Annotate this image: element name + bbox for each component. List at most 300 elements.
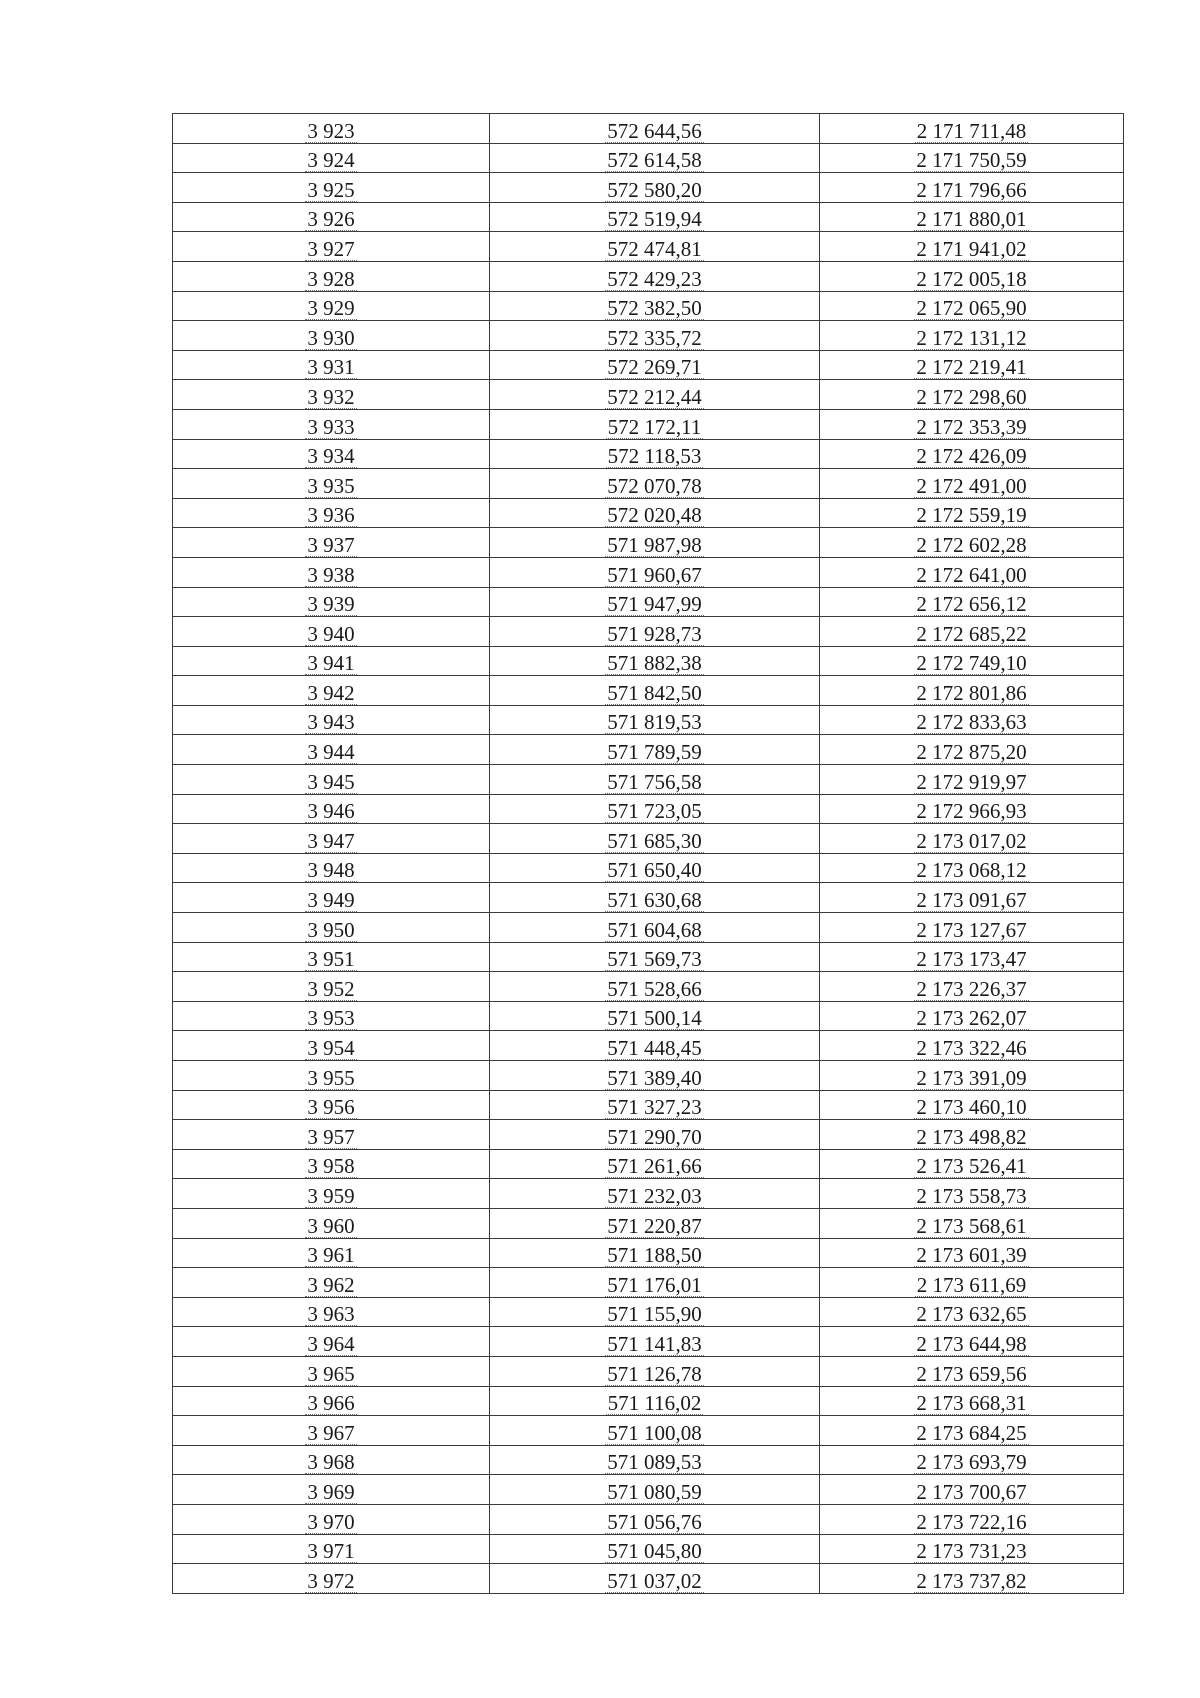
x-coordinate-cell (490, 824, 820, 854)
point-number-cell (173, 1238, 490, 1268)
y-coordinate-cell (820, 528, 1124, 558)
y-coordinate-cell (820, 114, 1124, 144)
point-number-cell (173, 498, 490, 528)
point-number-cell (173, 202, 490, 232)
table-row (173, 380, 1124, 410)
point-number-cell (173, 232, 490, 262)
cell-value: 2 173 460,10 (916, 1095, 1027, 1120)
x-coordinate-cell (490, 321, 820, 351)
table-row (173, 1120, 1124, 1150)
y-coordinate-cell (820, 676, 1124, 706)
cell-value: 3 947 (307, 828, 355, 853)
cell-value: 2 173 700,67 (916, 1479, 1027, 1504)
cell-value: 3 957 (307, 1124, 355, 1149)
point-number-cell (173, 439, 490, 469)
point-number-cell (173, 1356, 490, 1386)
point-number-cell (173, 617, 490, 647)
cell-value: 3 936 (307, 503, 355, 528)
x-coordinate-cell (490, 705, 820, 735)
cell-value: 571 141,83 (607, 1331, 702, 1356)
cell-value: 572 429,23 (607, 266, 702, 291)
cell-value: 571 789,59 (607, 740, 702, 765)
cell-value: 571 569,73 (607, 947, 702, 972)
x-coordinate-cell (490, 794, 820, 824)
cell-value: 571 960,67 (607, 562, 702, 587)
point-number-cell (173, 1001, 490, 1031)
y-coordinate-cell (820, 735, 1124, 765)
cell-value: 3 939 (307, 592, 355, 617)
cell-value: 2 173 068,12 (916, 858, 1027, 883)
cell-value: 571 528,66 (607, 976, 702, 1001)
cell-value: 2 173 722,16 (916, 1509, 1027, 1534)
y-coordinate-cell (820, 1001, 1124, 1031)
x-coordinate-cell (490, 765, 820, 795)
x-coordinate-cell (490, 1534, 820, 1564)
cell-value: 571 089,53 (607, 1450, 702, 1475)
cell-value: 2 171 880,01 (916, 207, 1027, 232)
cell-value: 3 950 (307, 917, 355, 942)
cell-value: 571 037,02 (607, 1568, 702, 1593)
x-coordinate-cell (490, 972, 820, 1002)
cell-value: 3 940 (307, 621, 355, 646)
y-coordinate-cell (820, 646, 1124, 676)
cell-value: 572 070,78 (607, 473, 702, 498)
cell-value: 571 261,66 (607, 1154, 702, 1179)
cell-value: 3 924 (307, 148, 355, 173)
cell-value: 571 188,50 (607, 1243, 702, 1268)
x-coordinate-cell (490, 1149, 820, 1179)
cell-value: 2 173 091,67 (916, 888, 1027, 913)
y-coordinate-cell (820, 557, 1124, 587)
cell-value: 3 958 (307, 1154, 355, 1179)
cell-value: 3 931 (307, 355, 355, 380)
cell-value: 2 173 644,98 (916, 1331, 1027, 1356)
point-number-cell (173, 735, 490, 765)
cell-value: 2 171 750,59 (916, 148, 1027, 173)
point-number-cell (173, 143, 490, 173)
x-coordinate-cell (490, 1031, 820, 1061)
x-coordinate-cell (490, 232, 820, 262)
cell-value: 2 172 656,12 (916, 592, 1027, 617)
table-row (173, 232, 1124, 262)
point-number-cell (173, 1208, 490, 1238)
table-row (173, 1297, 1124, 1327)
cell-value: 3 965 (307, 1361, 355, 1386)
y-coordinate-cell (820, 1327, 1124, 1357)
point-number-cell (173, 646, 490, 676)
table-row (173, 1386, 1124, 1416)
table-row (173, 528, 1124, 558)
x-coordinate-cell (490, 1416, 820, 1446)
cell-value: 3 964 (307, 1331, 355, 1356)
table-row (173, 1475, 1124, 1505)
cell-value: 2 172 875,20 (916, 740, 1027, 765)
cell-value: 3 962 (307, 1272, 355, 1297)
point-number-cell (173, 173, 490, 203)
cell-value: 2 173 391,09 (916, 1065, 1027, 1090)
cell-value: 2 172 005,18 (916, 266, 1027, 291)
point-number-cell (173, 942, 490, 972)
y-coordinate-cell (820, 913, 1124, 943)
y-coordinate-cell (820, 1297, 1124, 1327)
cell-value: 3 951 (307, 947, 355, 972)
table-row (173, 469, 1124, 499)
cell-value: 3 927 (307, 236, 355, 261)
cell-value: 3 937 (307, 532, 355, 557)
y-coordinate-cell (820, 1149, 1124, 1179)
y-coordinate-cell (820, 617, 1124, 647)
y-coordinate-cell (820, 1445, 1124, 1475)
cell-value: 2 173 731,23 (916, 1539, 1027, 1564)
cell-value: 2 171 941,02 (916, 236, 1027, 261)
cell-value: 571 220,87 (607, 1213, 702, 1238)
point-number-cell (173, 853, 490, 883)
point-number-cell (173, 913, 490, 943)
cell-value: 571 842,50 (607, 680, 702, 705)
x-coordinate-cell (490, 1504, 820, 1534)
cell-value: 2 172 353,39 (916, 414, 1027, 439)
y-coordinate-cell (820, 1475, 1124, 1505)
cell-value: 2 173 611,69 (916, 1272, 1027, 1297)
cell-value: 572 519,94 (607, 207, 702, 232)
x-coordinate-cell (490, 143, 820, 173)
y-coordinate-cell (820, 942, 1124, 972)
y-coordinate-cell (820, 321, 1124, 351)
point-number-cell (173, 528, 490, 558)
point-number-cell (173, 1564, 490, 1594)
y-coordinate-cell (820, 173, 1124, 203)
y-coordinate-cell (820, 1179, 1124, 1209)
cell-value: 571 500,14 (607, 1006, 702, 1031)
x-coordinate-cell (490, 1179, 820, 1209)
y-coordinate-cell (820, 824, 1124, 854)
x-coordinate-cell (490, 439, 820, 469)
cell-value: 2 172 298,60 (916, 384, 1027, 409)
cell-value: 3 934 (307, 444, 355, 469)
y-coordinate-cell (820, 291, 1124, 321)
cell-value: 3 949 (307, 888, 355, 913)
cell-value: 2 173 684,25 (916, 1420, 1027, 1445)
x-coordinate-cell (490, 1090, 820, 1120)
point-number-cell (173, 380, 490, 410)
cell-value: 571 327,23 (607, 1095, 702, 1120)
y-coordinate-cell (820, 883, 1124, 913)
x-coordinate-cell (490, 291, 820, 321)
cell-value: 2 172 219,41 (916, 355, 1027, 380)
coordinates-table-body (173, 114, 1124, 1594)
cell-value: 3 930 (307, 325, 355, 350)
table-row (173, 321, 1124, 351)
table-row (173, 1445, 1124, 1475)
point-number-cell (173, 469, 490, 499)
y-coordinate-cell (820, 1416, 1124, 1446)
cell-value: 3 959 (307, 1183, 355, 1208)
cell-value: 2 171 796,66 (916, 177, 1027, 202)
x-coordinate-cell (490, 173, 820, 203)
y-coordinate-cell (820, 1268, 1124, 1298)
table-row (173, 794, 1124, 824)
y-coordinate-cell (820, 972, 1124, 1002)
table-row (173, 883, 1124, 913)
cell-value: 2 172 426,09 (916, 444, 1027, 469)
table-row (173, 291, 1124, 321)
y-coordinate-cell (820, 1238, 1124, 1268)
cell-value: 571 987,98 (607, 532, 702, 557)
table-row (173, 587, 1124, 617)
x-coordinate-cell (490, 261, 820, 291)
y-coordinate-cell (820, 1504, 1124, 1534)
table-row (173, 1061, 1124, 1091)
cell-value: 3 972 (307, 1568, 355, 1593)
cell-value: 572 269,71 (607, 355, 702, 380)
cell-value: 2 173 127,67 (916, 917, 1027, 942)
cell-value: 572 580,20 (607, 177, 702, 202)
table-row (173, 114, 1124, 144)
cell-value: 572 335,72 (607, 325, 702, 350)
y-coordinate-cell (820, 439, 1124, 469)
x-coordinate-cell (490, 883, 820, 913)
cell-value: 3 948 (307, 858, 355, 883)
cell-value: 3 956 (307, 1095, 355, 1120)
cell-value: 3 963 (307, 1302, 355, 1327)
cell-value: 3 944 (307, 740, 355, 765)
cell-value: 571 604,68 (607, 917, 702, 942)
table-row (173, 1416, 1124, 1446)
y-coordinate-cell (820, 1120, 1124, 1150)
point-number-cell (173, 1061, 490, 1091)
cell-value: 2 173 668,31 (916, 1391, 1027, 1416)
table-row (173, 1564, 1124, 1594)
y-coordinate-cell (820, 1564, 1124, 1594)
cell-value: 2 172 801,86 (916, 680, 1027, 705)
cell-value: 2 173 632,65 (916, 1302, 1027, 1327)
table-row (173, 913, 1124, 943)
point-number-cell (173, 676, 490, 706)
cell-value: 3 942 (307, 680, 355, 705)
point-number-cell (173, 705, 490, 735)
cell-value: 3 952 (307, 976, 355, 1001)
cell-value: 571 928,73 (607, 621, 702, 646)
point-number-cell (173, 1297, 490, 1327)
y-coordinate-cell (820, 261, 1124, 291)
table-row (173, 972, 1124, 1002)
table-row (173, 261, 1124, 291)
y-coordinate-cell (820, 1208, 1124, 1238)
y-coordinate-cell (820, 1090, 1124, 1120)
cell-value: 571 448,45 (607, 1036, 702, 1060)
cell-value: 571 155,90 (607, 1302, 702, 1327)
table-row (173, 735, 1124, 765)
cell-value: 571 630,68 (607, 888, 702, 913)
cell-value: 2 173 173,47 (916, 947, 1027, 972)
table-row (173, 1090, 1124, 1120)
cell-value: 3 932 (307, 384, 355, 409)
cell-value: 571 389,40 (607, 1065, 702, 1090)
point-number-cell (173, 883, 490, 913)
point-number-cell (173, 321, 490, 351)
cell-value: 572 644,56 (607, 118, 702, 143)
cell-value: 3 929 (307, 296, 355, 321)
cell-value: 571 056,76 (607, 1509, 702, 1534)
x-coordinate-cell (490, 617, 820, 647)
cell-value: 3 954 (307, 1036, 355, 1060)
cell-value: 3 968 (307, 1450, 355, 1475)
y-coordinate-cell (820, 587, 1124, 617)
cell-value: 2 173 498,82 (916, 1124, 1027, 1149)
cell-value: 571 882,38 (607, 651, 702, 676)
cell-value: 2 172 749,10 (916, 651, 1027, 676)
x-coordinate-cell (490, 1297, 820, 1327)
x-coordinate-cell (490, 735, 820, 765)
point-number-cell (173, 1179, 490, 1209)
coordinates-table (172, 113, 1124, 1594)
x-coordinate-cell (490, 469, 820, 499)
x-coordinate-cell (490, 1120, 820, 1150)
point-number-cell (173, 114, 490, 144)
cell-value: 3 943 (307, 710, 355, 735)
table-row (173, 646, 1124, 676)
x-coordinate-cell (490, 587, 820, 617)
y-coordinate-cell (820, 1386, 1124, 1416)
x-coordinate-cell (490, 1001, 820, 1031)
cell-value: 3 966 (307, 1391, 355, 1416)
x-coordinate-cell (490, 1208, 820, 1238)
y-coordinate-cell (820, 498, 1124, 528)
y-coordinate-cell (820, 143, 1124, 173)
x-coordinate-cell (490, 350, 820, 380)
point-number-cell (173, 587, 490, 617)
cell-value: 3 933 (307, 414, 355, 439)
cell-value: 571 756,58 (607, 769, 702, 794)
x-coordinate-cell (490, 676, 820, 706)
point-number-cell (173, 1327, 490, 1357)
x-coordinate-cell (490, 646, 820, 676)
x-coordinate-cell (490, 380, 820, 410)
x-coordinate-cell (490, 114, 820, 144)
point-number-cell (173, 1534, 490, 1564)
table-row (173, 1149, 1124, 1179)
cell-value: 3 946 (307, 799, 355, 824)
point-number-cell (173, 409, 490, 439)
cell-value: 571 685,30 (607, 828, 702, 853)
cell-value: 2 172 833,63 (916, 710, 1027, 735)
point-number-cell (173, 1268, 490, 1298)
cell-value: 2 173 226,37 (916, 976, 1027, 1001)
point-number-cell (173, 1120, 490, 1150)
cell-value: 3 928 (307, 266, 355, 291)
cell-value: 3 971 (307, 1539, 355, 1564)
y-coordinate-cell (820, 202, 1124, 232)
y-coordinate-cell (820, 705, 1124, 735)
cell-value: 572 172,11 (607, 414, 702, 439)
y-coordinate-cell (820, 232, 1124, 262)
table-row (173, 557, 1124, 587)
cell-value: 571 176,01 (607, 1272, 702, 1297)
x-coordinate-cell (490, 1564, 820, 1594)
cell-value: 3 938 (307, 562, 355, 587)
point-number-cell (173, 1445, 490, 1475)
y-coordinate-cell (820, 1061, 1124, 1091)
cell-value: 3 935 (307, 473, 355, 498)
x-coordinate-cell (490, 528, 820, 558)
table-row (173, 705, 1124, 735)
cell-value: 2 173 017,02 (916, 828, 1027, 853)
cell-value: 2 172 065,90 (916, 296, 1027, 321)
point-number-cell (173, 1149, 490, 1179)
point-number-cell (173, 1475, 490, 1505)
cell-value: 3 955 (307, 1065, 355, 1090)
point-number-cell (173, 972, 490, 1002)
cell-value: 2 172 641,00 (916, 562, 1027, 587)
cell-value: 572 212,44 (607, 384, 702, 409)
y-coordinate-cell (820, 765, 1124, 795)
cell-value: 2 173 322,46 (916, 1036, 1027, 1060)
table-row (173, 1001, 1124, 1031)
cell-value: 572 474,81 (607, 236, 702, 261)
y-coordinate-cell (820, 1534, 1124, 1564)
y-coordinate-cell (820, 409, 1124, 439)
x-coordinate-cell (490, 409, 820, 439)
table-row (173, 942, 1124, 972)
x-coordinate-cell (490, 498, 820, 528)
x-coordinate-cell (490, 942, 820, 972)
table-row (173, 1179, 1124, 1209)
table-row (173, 853, 1124, 883)
x-coordinate-cell (490, 913, 820, 943)
table-row (173, 409, 1124, 439)
cell-value: 3 967 (307, 1420, 355, 1445)
cell-value: 572 118,53 (607, 444, 702, 469)
x-coordinate-cell (490, 1475, 820, 1505)
y-coordinate-cell (820, 794, 1124, 824)
cell-value: 2 173 526,41 (916, 1154, 1027, 1179)
cell-value: 571 819,53 (607, 710, 702, 735)
point-number-cell (173, 1090, 490, 1120)
point-number-cell (173, 794, 490, 824)
point-number-cell (173, 1504, 490, 1534)
y-coordinate-cell (820, 1031, 1124, 1061)
cell-value: 2 173 659,56 (916, 1361, 1027, 1386)
cell-value: 2 173 693,79 (916, 1450, 1027, 1475)
point-number-cell (173, 1386, 490, 1416)
cell-value: 572 614,58 (607, 148, 702, 173)
point-number-cell (173, 291, 490, 321)
table-row (173, 439, 1124, 469)
y-coordinate-cell (820, 853, 1124, 883)
x-coordinate-cell (490, 1061, 820, 1091)
cell-value: 571 126,78 (607, 1361, 702, 1386)
x-coordinate-cell (490, 1268, 820, 1298)
point-number-cell (173, 824, 490, 854)
table-row (173, 1208, 1124, 1238)
cell-value: 2 173 568,61 (916, 1213, 1027, 1238)
cell-value: 2 172 966,93 (916, 799, 1027, 824)
cell-value: 3 969 (307, 1479, 355, 1504)
cell-value: 3 945 (307, 769, 355, 794)
table-row (173, 173, 1124, 203)
x-coordinate-cell (490, 853, 820, 883)
cell-value: 571 947,99 (607, 592, 702, 617)
point-number-cell (173, 1031, 490, 1061)
x-coordinate-cell (490, 1356, 820, 1386)
y-coordinate-cell (820, 1356, 1124, 1386)
cell-value: 3 941 (307, 651, 355, 676)
x-coordinate-cell (490, 557, 820, 587)
cell-value: 2 172 685,22 (916, 621, 1027, 646)
point-number-cell (173, 557, 490, 587)
cell-value: 3 926 (307, 207, 355, 232)
cell-value: 2 173 601,39 (916, 1243, 1027, 1268)
